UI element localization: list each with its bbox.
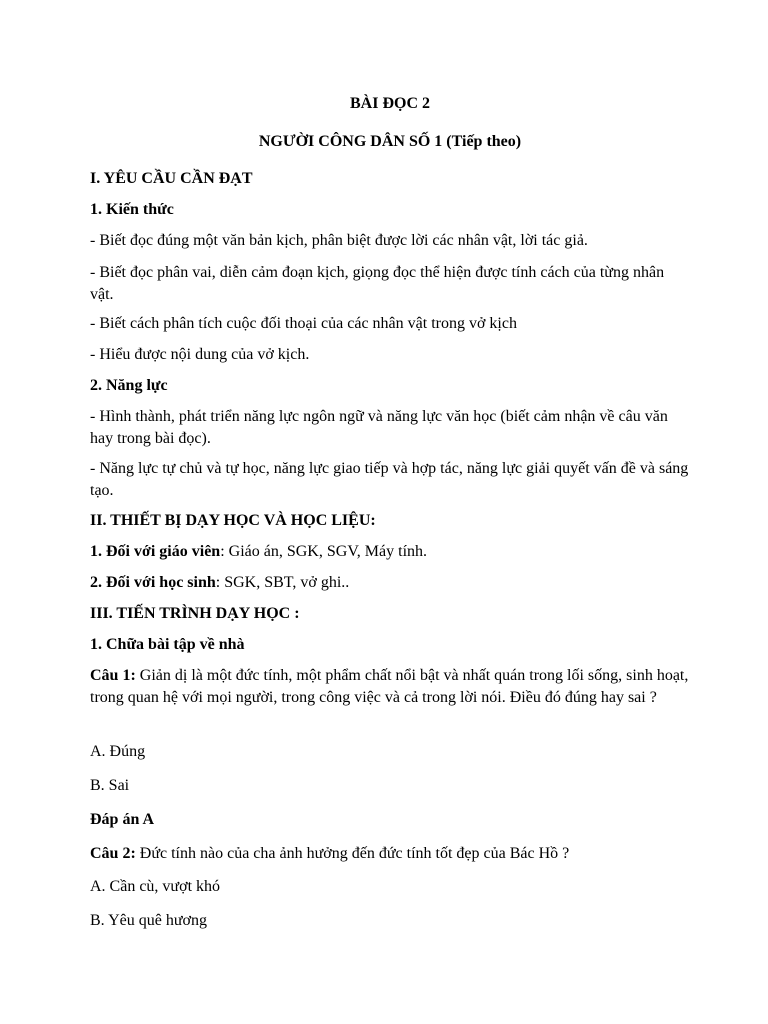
- teacher-text: : Giáo án, SGK, SGV, Máy tính.: [220, 543, 428, 560]
- question-1-label: Câu 1:: [90, 667, 136, 684]
- question-1: [90, 665, 690, 709]
- ability-item: - Hình thành, phát triển năng lực ngôn ngữ và năng lực văn học (biết cảm nhận về câu văn hay trong bài đọc).: [90, 408, 668, 447]
- student-resources: [90, 572, 690, 594]
- question-2: [90, 843, 690, 865]
- student-label: 2. Đối với học sinh: [90, 574, 216, 591]
- question-1-text: Giản dị là một đức tính, một phẩm chất nổi bật và nhất quán trong lối sống, sinh hoạt, trong quan hệ với mọi người, trong công việc và cả trong lời nói. Điều đó đúng hay sai ?: [90, 667, 689, 706]
- document-subtitle: NGƯỜI CÔNG DÂN SỐ 1 (Tiếp theo): [258, 133, 522, 150]
- knowledge-heading: 1. Kiến thức: [90, 201, 174, 218]
- question-1-option-b: B. Sai: [90, 777, 130, 794]
- section-2-heading: II. THIẾT BỊ DẠY HỌC VÀ HỌC LIỆU:: [90, 512, 376, 529]
- student-text: : SGK, SBT, vở ghi..: [215, 574, 350, 591]
- homework-heading: 1. Chữa bài tập về nhà: [90, 636, 245, 653]
- knowledge-item: - Hiểu được nội dung của vở kịch.: [90, 346, 310, 363]
- question-2-option-b: B. Yêu quê hương: [90, 912, 207, 929]
- document-title: BÀI ĐỌC 2: [349, 95, 430, 112]
- question-2-text: Đức tính nào của cha ảnh hưởng đến đức tính tốt đẹp của Bác Hồ ?: [135, 845, 570, 862]
- section-1-heading: I. YÊU CẦU CẦN ĐẠT: [90, 170, 253, 187]
- question-1-answer: Đáp án A: [90, 811, 155, 828]
- knowledge-item: - Biết đọc phân vai, diễn cảm đoạn kịch, giọng đọc thể hiện được tính cách của từng nhân vật.: [90, 264, 665, 303]
- question-2-label: Câu 2:: [90, 845, 136, 862]
- ability-heading: 2. Năng lực: [90, 377, 168, 394]
- section-3-heading: III. TIẾN TRÌNH DẠY HỌC :: [90, 605, 300, 622]
- knowledge-item: - Biết đọc đúng một văn bản kịch, phân biệt được lời các nhân vật, lời tác giả.: [90, 232, 588, 249]
- question-2-option-a: A. Cần cù, vượt khó: [90, 878, 221, 895]
- teacher-label: 1. Đối với giáo viên: [90, 543, 221, 560]
- ability-item: - Năng lực tự chủ và tự học, năng lực giao tiếp và hợp tác, năng lực giải quyết vấn đề và sáng tạo.: [90, 460, 689, 499]
- knowledge-item: - Biết cách phân tích cuộc đối thoại của các nhân vật trong vở kịch: [90, 315, 517, 332]
- question-1-option-a: A. Đúng: [90, 743, 146, 760]
- teacher-resources: [90, 541, 690, 563]
